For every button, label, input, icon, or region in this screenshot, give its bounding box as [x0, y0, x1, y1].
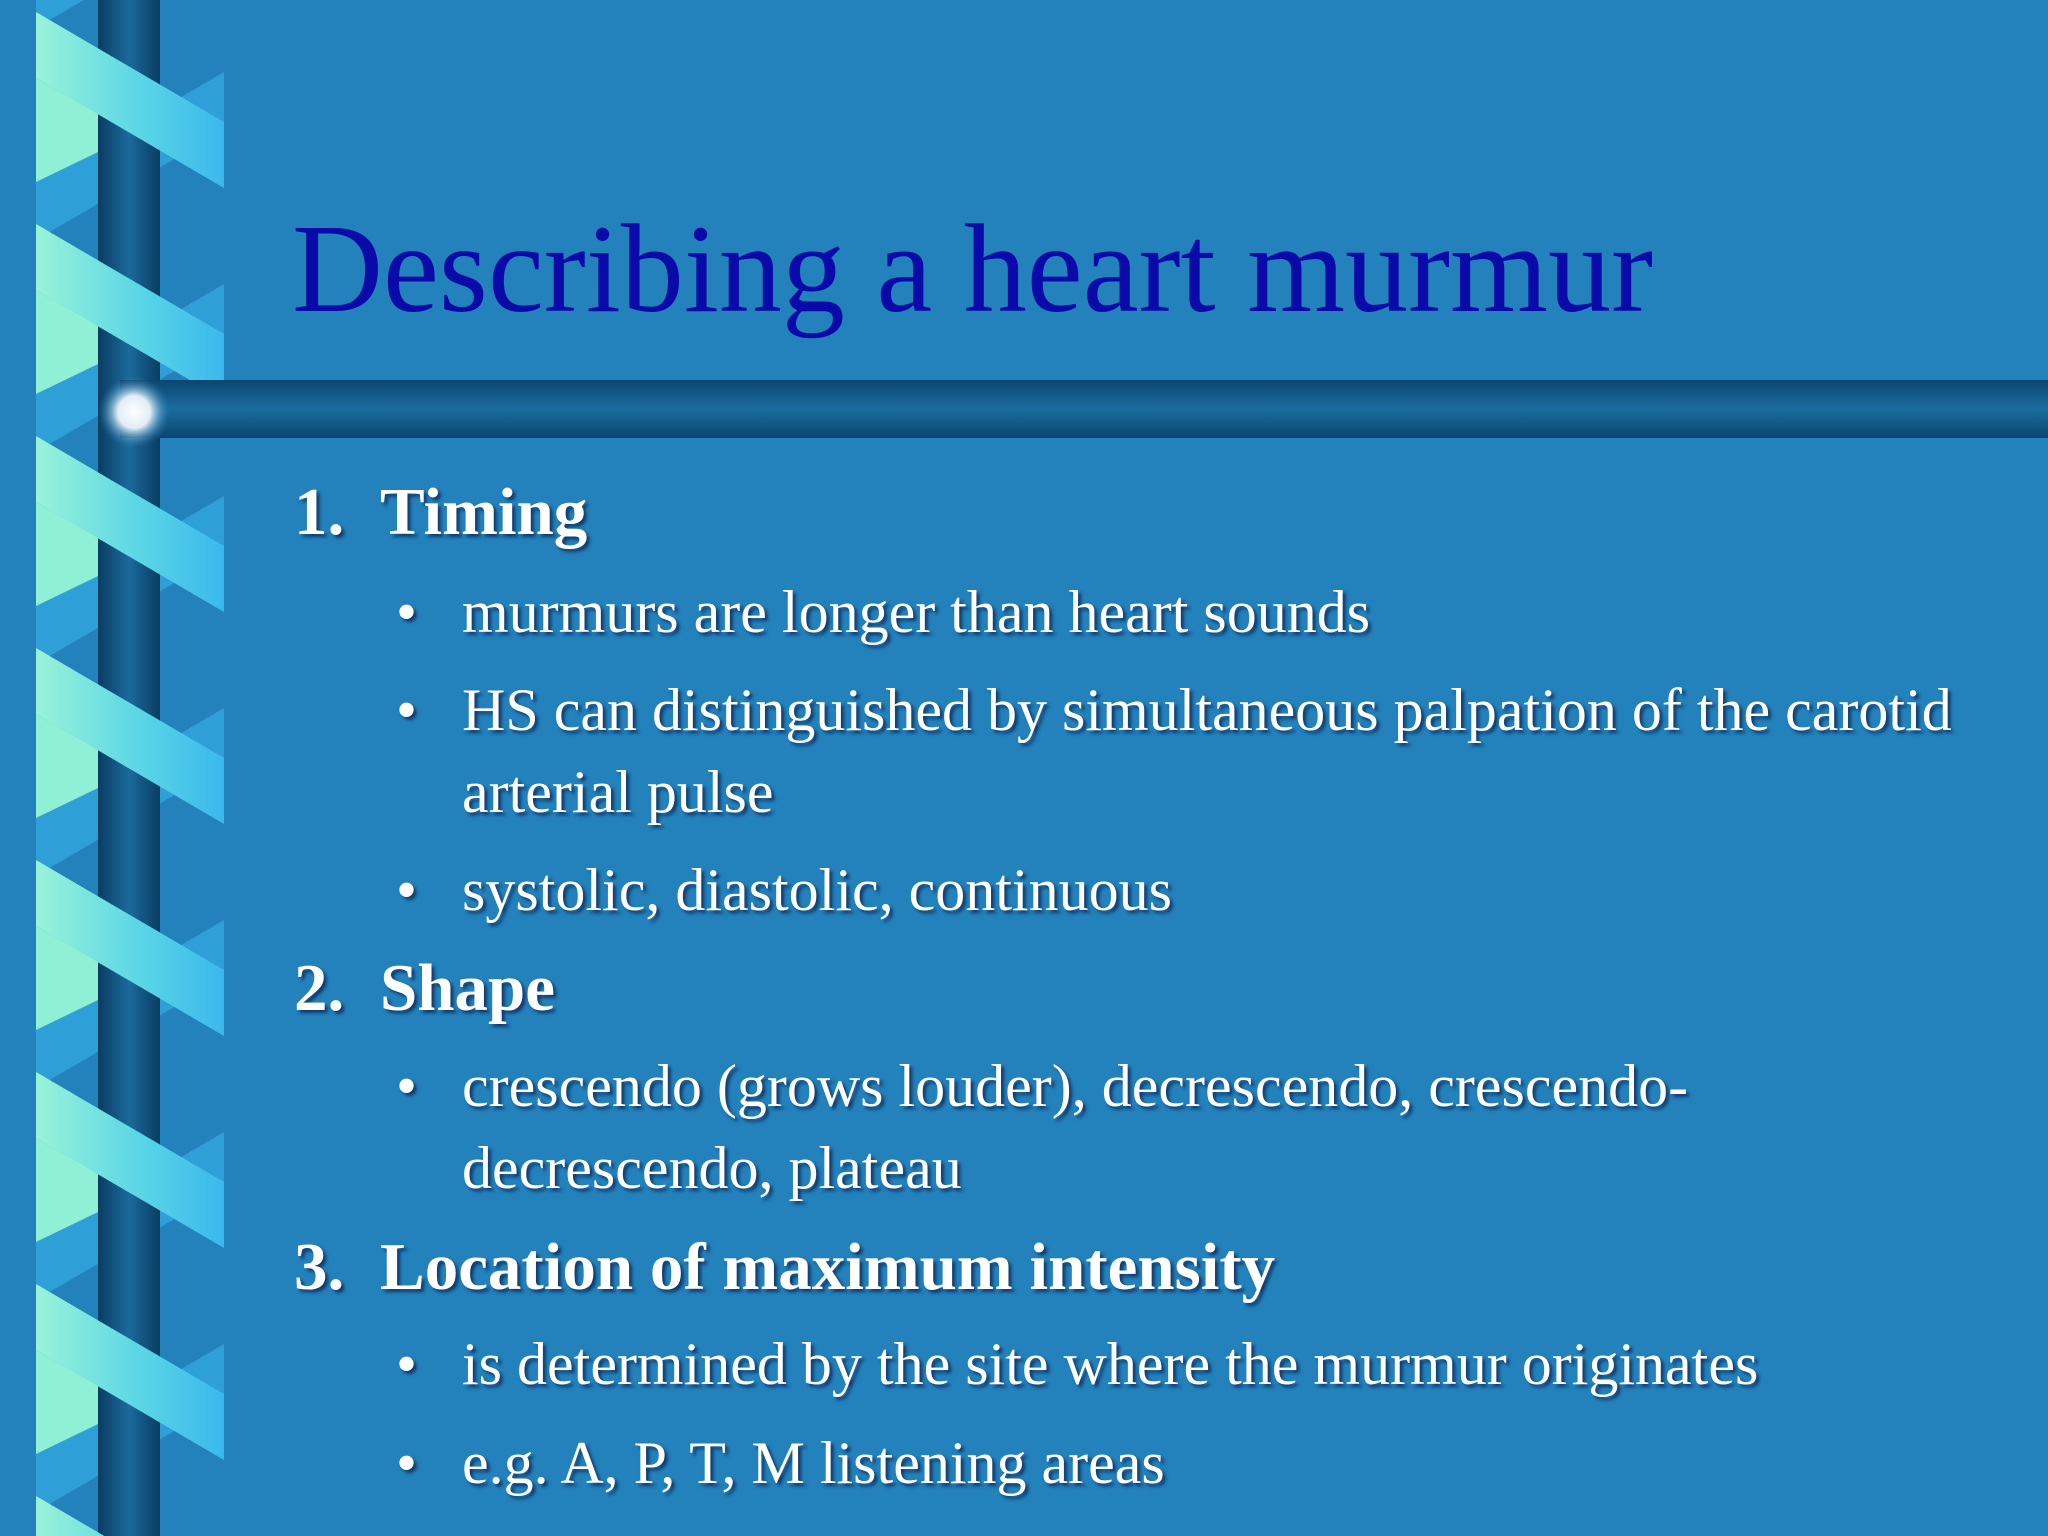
bullet-glyph: • — [396, 1053, 418, 1119]
section-heading-text: Timing — [380, 475, 588, 549]
section-heading-timing — [294, 472, 587, 552]
bullet-text: e.g. A, P, T, M listening areas — [462, 1430, 1165, 1496]
bullet-glyph: • — [396, 857, 418, 923]
section-number: 2. — [294, 951, 345, 1025]
bullet-text: murmurs are longer than heart sounds — [462, 579, 1371, 645]
section-heading-text: Shape — [380, 951, 556, 1025]
section-number: 1. — [294, 475, 345, 549]
bullet-glyph: • — [396, 579, 418, 645]
bullet-text: systolic, diastolic, continuous — [462, 857, 1172, 923]
bullet-text: HS can distinguished by simultaneous palpation of the carotid arterial pulse — [462, 677, 1952, 825]
bullet-glyph: • — [396, 1430, 418, 1496]
bullet-glyph: • — [396, 1331, 418, 1397]
bullet-text: is determined by the site where the murmur originates — [462, 1331, 1759, 1397]
section-heading-location — [294, 1227, 1275, 1307]
bullet-glyph: • — [396, 677, 418, 743]
slide-title: Describing a heart murmur — [292, 200, 1654, 339]
bullet-item — [396, 1323, 1996, 1405]
bullet-item — [396, 1045, 1996, 1209]
section-number: 3. — [294, 1230, 345, 1304]
bullet-text: crescendo (grows louder), decrescendo, crescendo-decrescendo, plateau — [462, 1053, 1689, 1201]
section-heading-shape — [294, 948, 555, 1028]
section-heading-text: Location of maximum intensity — [380, 1230, 1276, 1304]
bullet-item — [396, 571, 1996, 653]
bullet-item — [396, 1422, 1996, 1504]
bullet-item — [396, 849, 1996, 931]
bullet-item — [396, 669, 1996, 833]
